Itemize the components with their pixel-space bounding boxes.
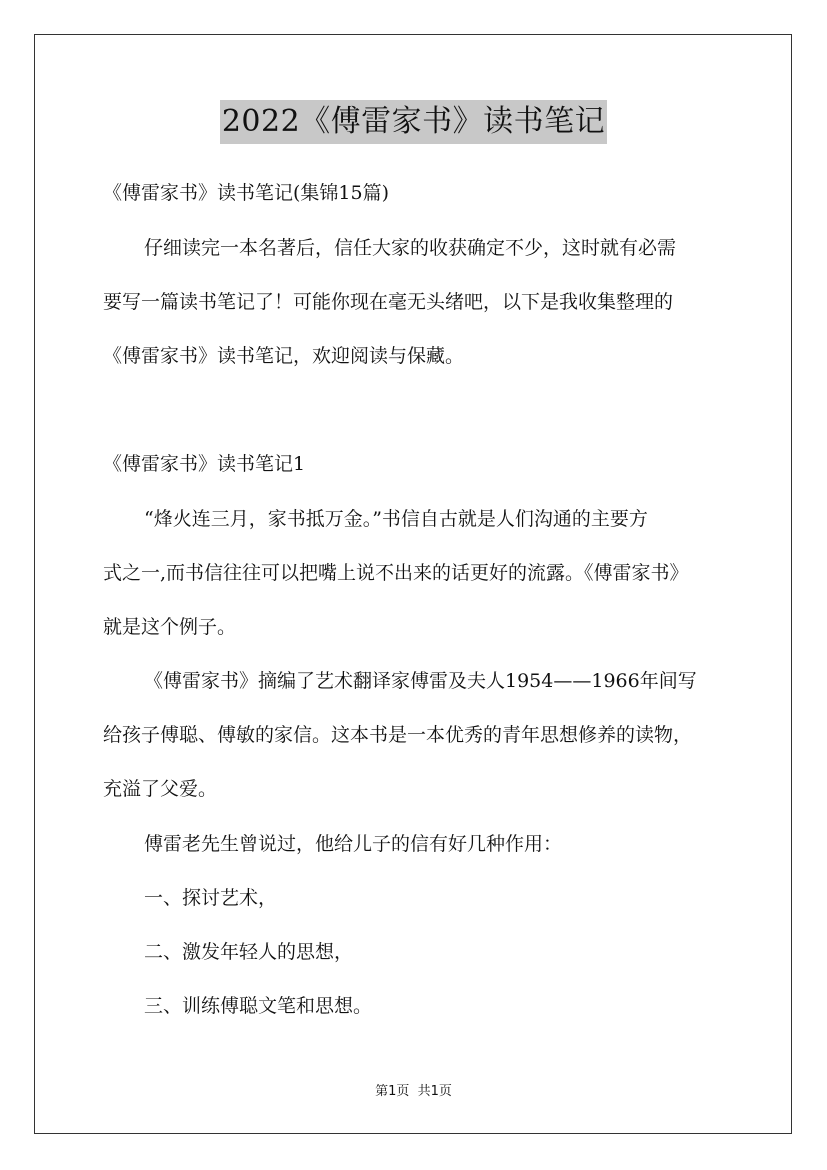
paragraph-1-line-1: “烽火连三月，家书抵万金。”书信自古就是人们沟通的主要方 [144, 508, 648, 530]
document-subtitle: 《傅雷家书》读书笔记(集锦15篇) [103, 182, 390, 204]
list-item-3: 三、训练傅聪文笔和思想。 [144, 995, 373, 1017]
section-heading: 《傅雷家书》读书笔记1 [103, 453, 306, 475]
paragraph-1-line-3: 就是这个例子。 [103, 616, 237, 638]
paragraph-2-line-1: 《傅雷家书》摘编了艺术翻译家傅雷及夫人1954——1966年间写 [144, 670, 697, 692]
page-footer [0, 1083, 827, 1101]
paragraph-1-line-2: 式之一,而书信往往可以把嘴上说不出来的话更好的流露。《傅雷家书》 [103, 562, 689, 584]
list-item-2: 二、激发年轻人的思想， [144, 941, 354, 963]
intro-line-3: 《傅雷家书》读书笔记，欢迎阅读与保藏。 [103, 345, 465, 367]
document-title: 2022《傅雷家书》读书笔记 [220, 100, 607, 144]
paragraph-2-line-3: 充溢了父爱。 [103, 778, 218, 800]
title-container [0, 100, 827, 144]
list-item-1: 一、探讨艺术， [144, 887, 278, 909]
page-number-label: 第1页 共1页 [375, 1084, 452, 1099]
paragraph-3: 傅雷老先生曾说过，他给儿子的信有好几种作用： [144, 833, 563, 855]
intro-line-1: 仔细读完一本名著后，信任大家的收获确定不少，这时就有必需 [144, 237, 677, 259]
intro-line-2: 要写一篇读书笔记了！可能你现在毫无头绪吧，以下是我收集整理的 [103, 291, 674, 313]
paragraph-2-line-2: 给孩子傅聪、傅敏的家信。这本书是一本优秀的青年思想修养的读物， [103, 724, 693, 746]
